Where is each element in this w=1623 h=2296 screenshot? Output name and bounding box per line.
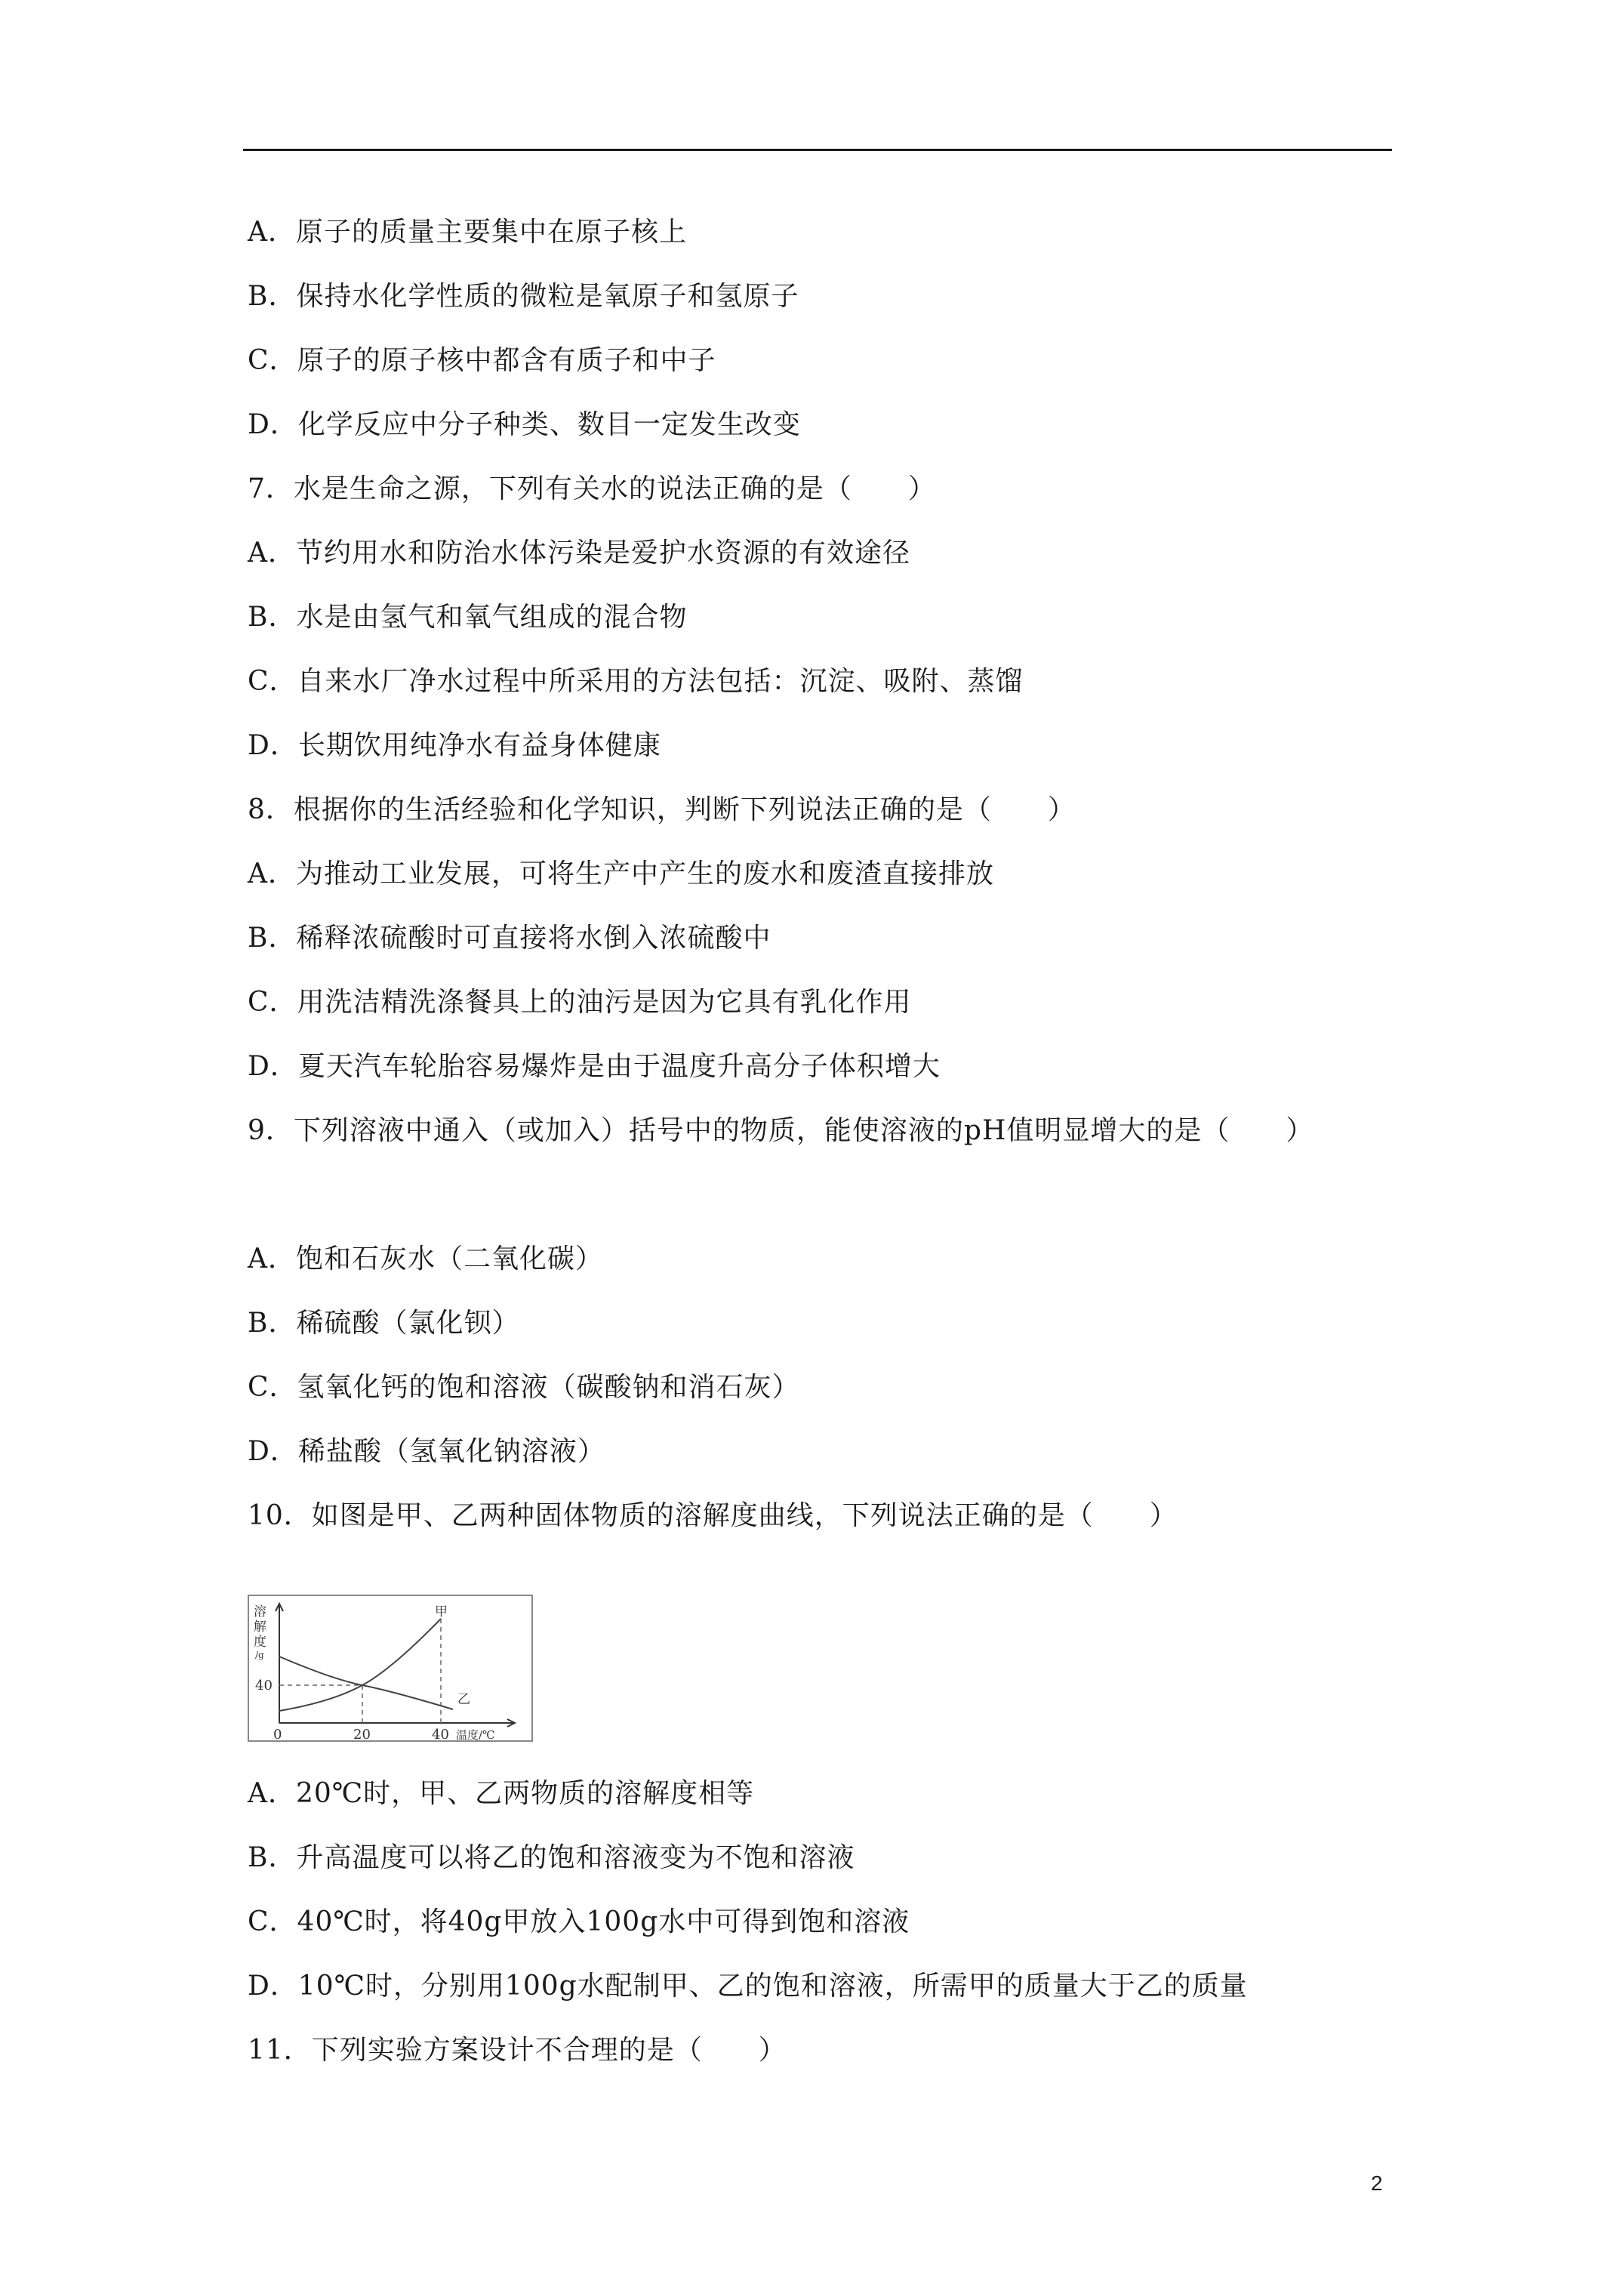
- y-axis-label-3: 度: [254, 1635, 266, 1650]
- question-10-stem: 10．如图是甲、乙两种固体物质的溶解度曲线，下列说法正确的是（ ）: [248, 1500, 1178, 1531]
- q6-option-d: D．化学反应中分子种类、数目一定发生改变: [248, 409, 801, 440]
- q7-option-a: A．节约用水和防治水体污染是爱护水资源的有效途径: [248, 538, 910, 569]
- header-rule: [243, 149, 1392, 151]
- q8-option-c: C．用洗洁精洗涤餐具上的油污是因为它具有乳化作用: [248, 987, 912, 1018]
- solubility-curve-figure: [248, 1595, 533, 1742]
- y-tick-40: 40: [255, 1678, 273, 1693]
- curve-jia: [279, 1619, 441, 1711]
- q8-option-b: B．稀释浓硫酸时可直接将水倒入浓硫酸中: [248, 923, 771, 954]
- q10-option-a: A．20℃时，甲、乙两物质的溶解度相等: [248, 1778, 755, 1809]
- q6-option-a: A．原子的质量主要集中在原子核上: [248, 217, 687, 248]
- q8-option-a: A．为推动工业发展，可将生产中产生的废水和废渣直接排放: [248, 858, 994, 889]
- question-8-stem: 8．根据你的生活经验和化学知识，判断下列说法正确的是（ ）: [248, 794, 1076, 825]
- y-axis-label-1: 溶: [254, 1604, 266, 1620]
- q6-option-b: B．保持水化学性质的微粒是氧原子和氢原子: [248, 281, 799, 312]
- question-11-stem: 11．下列实验方案设计不合理的是（ ）: [248, 2035, 787, 2066]
- y-axis-label-2: 解: [254, 1620, 266, 1635]
- q10-option-d: D．10℃时，分别用100g水配制甲、乙的饱和溶液，所需甲的质量大于乙的质量: [248, 1971, 1248, 2002]
- curve-label-jia: 甲: [435, 1604, 448, 1620]
- q7-option-b: B．水是由氢气和氧气组成的混合物: [248, 602, 688, 633]
- question-7-stem: 7．水是生命之源，下列有关水的说法正确的是（ ）: [248, 473, 936, 504]
- q8-option-d: D．夏天汽车轮胎容易爆炸是由于温度升高分子体积增大: [248, 1051, 941, 1082]
- x-axis-label: 温度/℃: [456, 1728, 495, 1742]
- x-tick-0: 0: [273, 1727, 282, 1743]
- x-tick-40: 40: [432, 1727, 449, 1743]
- q10-option-c: C．40℃时，将40g甲放入100g水中可得到饱和溶液: [248, 1906, 910, 1937]
- question-9-stem: 9．下列溶液中通入（或加入）括号中的物质，能使溶液的pH值明显增大的是（ ）: [248, 1115, 1314, 1146]
- q9-option-d: D．稀盐酸（氢氧化钠溶液）: [248, 1436, 605, 1467]
- page-number: 2: [1371, 2171, 1383, 2195]
- q7-option-c: C．自来水厂净水过程中所采用的方法包括：沉淀、吸附、蒸馏: [248, 666, 1024, 697]
- q9-option-b: B．稀硫酸（氯化钡）: [248, 1308, 520, 1339]
- curve-label-yi: 乙: [457, 1692, 470, 1707]
- x-tick-20: 20: [353, 1727, 371, 1743]
- y-axis-unit: /g: [255, 1650, 264, 1660]
- q7-option-d: D．长期饮用纯净水有益身体健康: [248, 730, 661, 761]
- q9-option-c: C．氢氧化钙的饱和溶液（碳酸钠和消石灰）: [248, 1372, 800, 1403]
- q6-option-c: C．原子的原子核中都含有质子和中子: [248, 345, 716, 376]
- q10-option-b: B．升高温度可以将乙的饱和溶液变为不饱和溶液: [248, 1842, 855, 1873]
- q9-option-a: A．饱和石灰水（二氧化碳）: [248, 1244, 603, 1274]
